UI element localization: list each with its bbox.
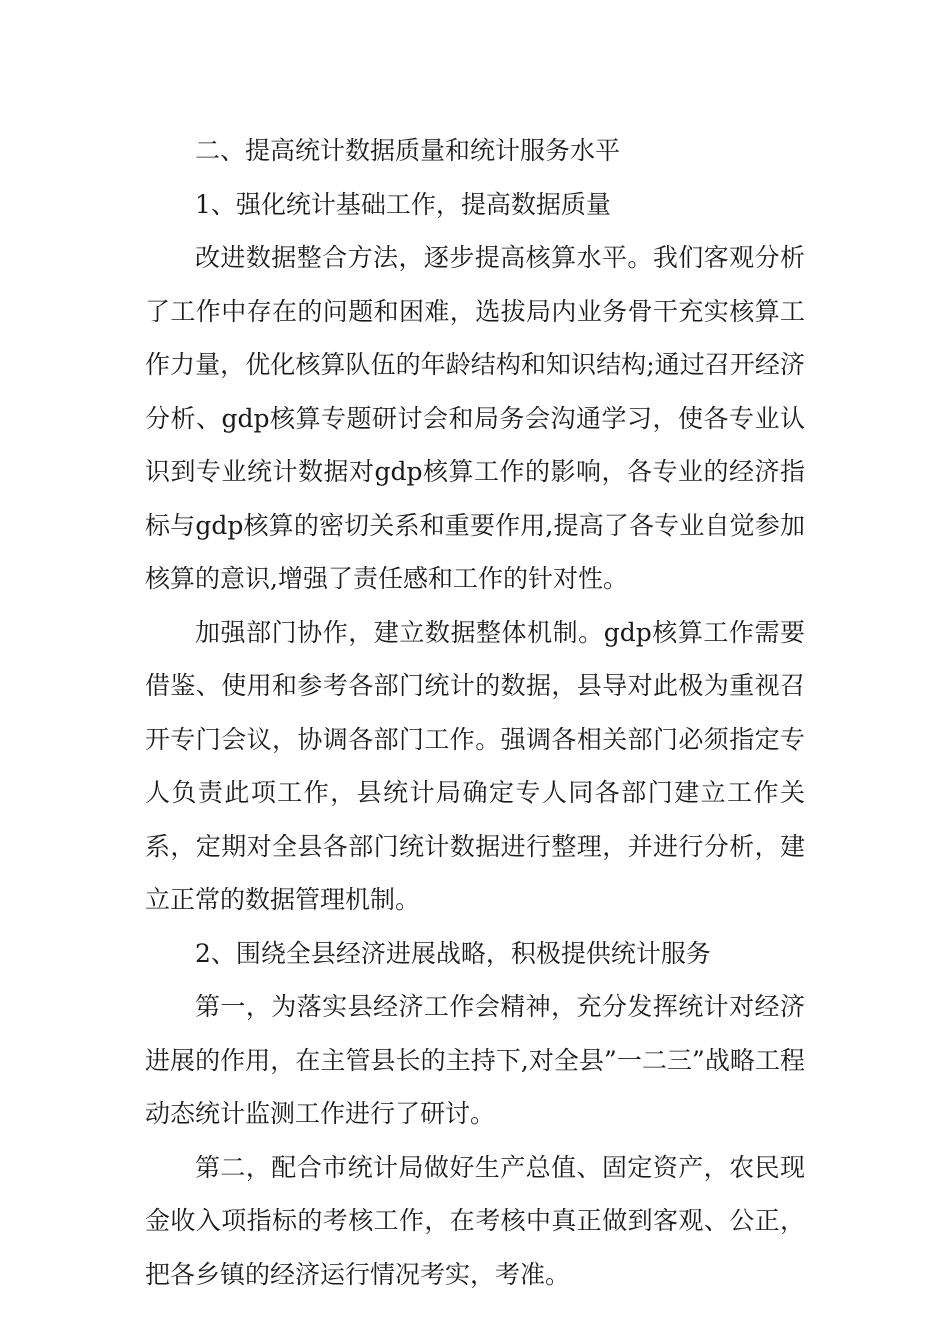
- paragraph-second-point: 第二，配合市统计局做好生产总值、固定资产，农民现金收入项指标的考核工作，在考核中真正做到客观、公正，把各乡镇的经济运行情况考实，考准。: [145, 1152, 805, 1289]
- paragraph-first-point: 第一，为落实县经济工作会精神，充分发挥统计对经济进展的作用，在主管县长的主持下,对全县”一二三”战略工程动态统计监测工作进行了研讨。: [145, 992, 805, 1128]
- subsection-2-heading: 2、围绕全县经济进展战略，积极提供统计服务: [195, 938, 711, 968]
- section-heading: 二、提高统计数据质量和统计服务水平: [195, 136, 621, 165]
- paragraph-department-cooperation: 加强部门协作，建立数据整体机制。gdp核算工作需要借鉴、使用和参考各部门统计的数据，县导对此极为重视召开专门会议，协调各部门工作。强调各相关部门必须指定专人负责此项工作，县统计局确定专人同各部门建立工作关系，定期对全县各部门统计数据进行整理，并进行分析，建立正常的数据管理机制。: [145, 617, 805, 914]
- paragraph-data-integration: 改进数据整合方法，逐步提高核算水平。我们客观分析了工作中存在的问题和困难，选拔局内业务骨干充实核算工作力量，优化核算队伍的年龄结构和知识结构;通过召开经济分析、gdp核算专题研讨会和局务会沟通学习，使各专业认识到专业统计数据对gdp核算工作的影响，各专业的经济指标与gdp核算的密切关系和重要作用,提高了各专业自觉参加核算的意识,增强了责任感和工作的针对性。: [145, 243, 805, 593]
- document-page: [145, 124, 805, 1301]
- subsection-1-heading: 1、强化统计基础工作，提高数据质量: [195, 189, 611, 219]
